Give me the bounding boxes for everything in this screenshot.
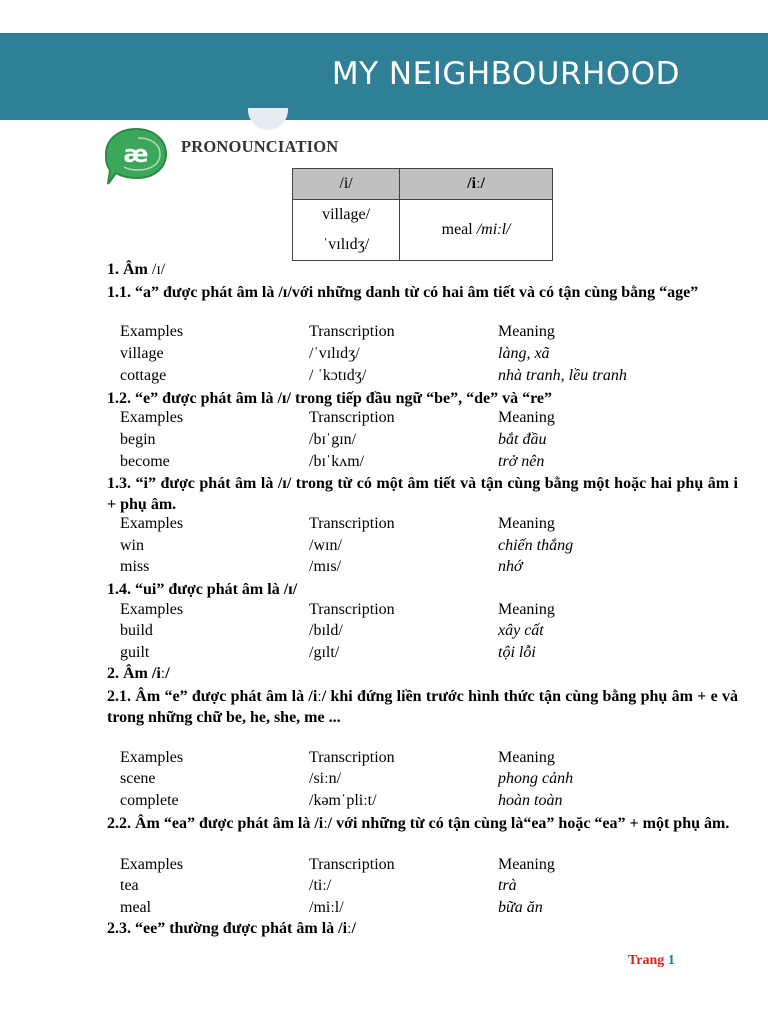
example-word: cottage [120,367,167,384]
phoneme-cell-word: village/ [322,206,371,223]
example-word: guilt [120,644,150,661]
section-1-title-text: 1. Âm [107,261,148,278]
example-transcription: /tiː/ [309,877,332,894]
col-header-examples: Examples [120,749,184,766]
example-meaning: chiến thắng [498,537,574,554]
example-word: tea [120,877,139,894]
phoneme-table [292,168,553,261]
phoneme-cell-ipa: ˈvɪlɪdʒ/ [322,236,370,253]
example-meaning: hoàn toàn [498,792,563,809]
example-transcription: /miːl/ [309,899,344,916]
example-word: begin [120,431,156,448]
example-transcription: /bɪˈgɪn/ [309,431,357,448]
example-word: build [120,622,153,639]
section-heading: PRONOUNCIATION [181,137,339,156]
example-word: become [120,453,170,470]
rule-1-4-heading: 1.4. “ui” được phát âm là /ɪ/ [107,581,298,598]
example-meaning: trà [498,877,517,894]
phoneme-cell-word: meal [441,221,477,238]
col-header-examples: Examples [120,409,184,426]
example-transcription: /ˈvɪlɪdʒ/ [309,345,360,362]
example-meaning: xây cất [498,622,544,639]
example-transcription: /kəmˈpliːt/ [309,792,377,809]
section-1-title-ipa: /ɪ/ [147,261,166,278]
example-meaning: làng, xã [498,345,550,362]
phoneme-cell-ipa: /miːl/ [476,221,511,238]
rule-2-3-heading: 2.3. “ee” thường được phát âm là /iː/ [107,920,356,937]
rule-1-1-heading: 1.1. “a” được phát âm là /ɪ/với những danh từ có hai âm tiết và có tận cùng bằng “age” [107,284,699,301]
col-header-transcription: Transcription [309,515,395,532]
example-transcription: /siːn/ [309,770,342,787]
page-number-value: 1 [667,953,675,968]
example-meaning: tội lỗi [498,644,536,661]
banner-decoration [248,108,288,130]
section-2-title: 2. Âm /iː/ [107,665,170,682]
rule-2-1-heading: 2.1. Âm “e” được phát âm là /iː/ khi đứng liền trước hình thức tận cùng bằng phụ âm + e và trong những chữ be, he, she, me ... [107,688,738,726]
example-meaning: phong cảnh [498,770,574,787]
col-header-meaning: Meaning [498,515,555,532]
col-header-examples: Examples [120,856,184,873]
col-header-transcription: Transcription [309,409,395,426]
example-transcription: /wɪn/ [309,537,342,554]
example-transcription: /bɪˈkʌm/ [309,453,365,470]
phoneme-cell-village [293,200,400,261]
col-header-meaning: Meaning [498,749,555,766]
example-transcription: / ˈkɔtɪdʒ/ [309,367,367,384]
example-meaning: nhớ [498,558,523,575]
page-label: Trang [628,953,665,968]
example-word: scene [120,770,156,787]
example-word: win [120,537,144,554]
example-word: miss [120,558,150,575]
col-header-meaning: Meaning [498,601,555,618]
example-meaning: bữa ăn [498,899,543,916]
col-header-examples: Examples [120,601,184,618]
col-header-transcription: Transcription [309,749,395,766]
example-meaning: nhà tranh, lều tranh [498,367,627,384]
example-meaning: trở nên [498,453,545,470]
phoneme-header-long-i: /iː/ [400,169,553,200]
col-header-meaning: Meaning [498,409,555,426]
phoneme-cell-meal [400,200,553,261]
col-header-meaning: Meaning [498,323,555,340]
col-header-meaning: Meaning [498,856,555,873]
rule-1-2-heading: 1.2. “e” được phát âm là /ɪ/ trong tiếp đầu ngữ “be”, “de” và “re” [107,390,552,407]
col-header-transcription: Transcription [309,601,395,618]
example-word: meal [120,899,152,916]
page-title: MY NEIGHBOURHOOD [331,56,680,92]
phoneme-header-short-i: /i/ [293,169,400,200]
col-header-transcription: Transcription [309,856,395,873]
example-word: complete [120,792,179,809]
col-header-transcription: Transcription [309,323,395,340]
phonetic-speech-bubble-icon [104,126,168,188]
rule-1-3-heading: 1.3. “i” được phát âm là /ɪ/ trong từ có một âm tiết và tận cùng bằng một hoặc hai phụ âm i + phụ âm. [107,475,738,513]
example-transcription: /gɪlt/ [309,644,340,661]
rule-2-2-heading: 2.2. Âm “ea” được phát âm là /iː/ với những từ có tận cùng là“ea” hoặc “ea” + một phụ âm. [107,815,730,832]
section-1-title [107,261,165,279]
example-transcription: /mɪs/ [309,558,342,575]
col-header-examples: Examples [120,323,184,340]
example-word: village [120,345,164,362]
logo-glyph: æ [123,140,149,168]
example-meaning: bắt đầu [498,431,547,448]
page-number [628,953,675,969]
example-transcription: /bɪld/ [309,622,343,639]
col-header-examples: Examples [120,515,184,532]
